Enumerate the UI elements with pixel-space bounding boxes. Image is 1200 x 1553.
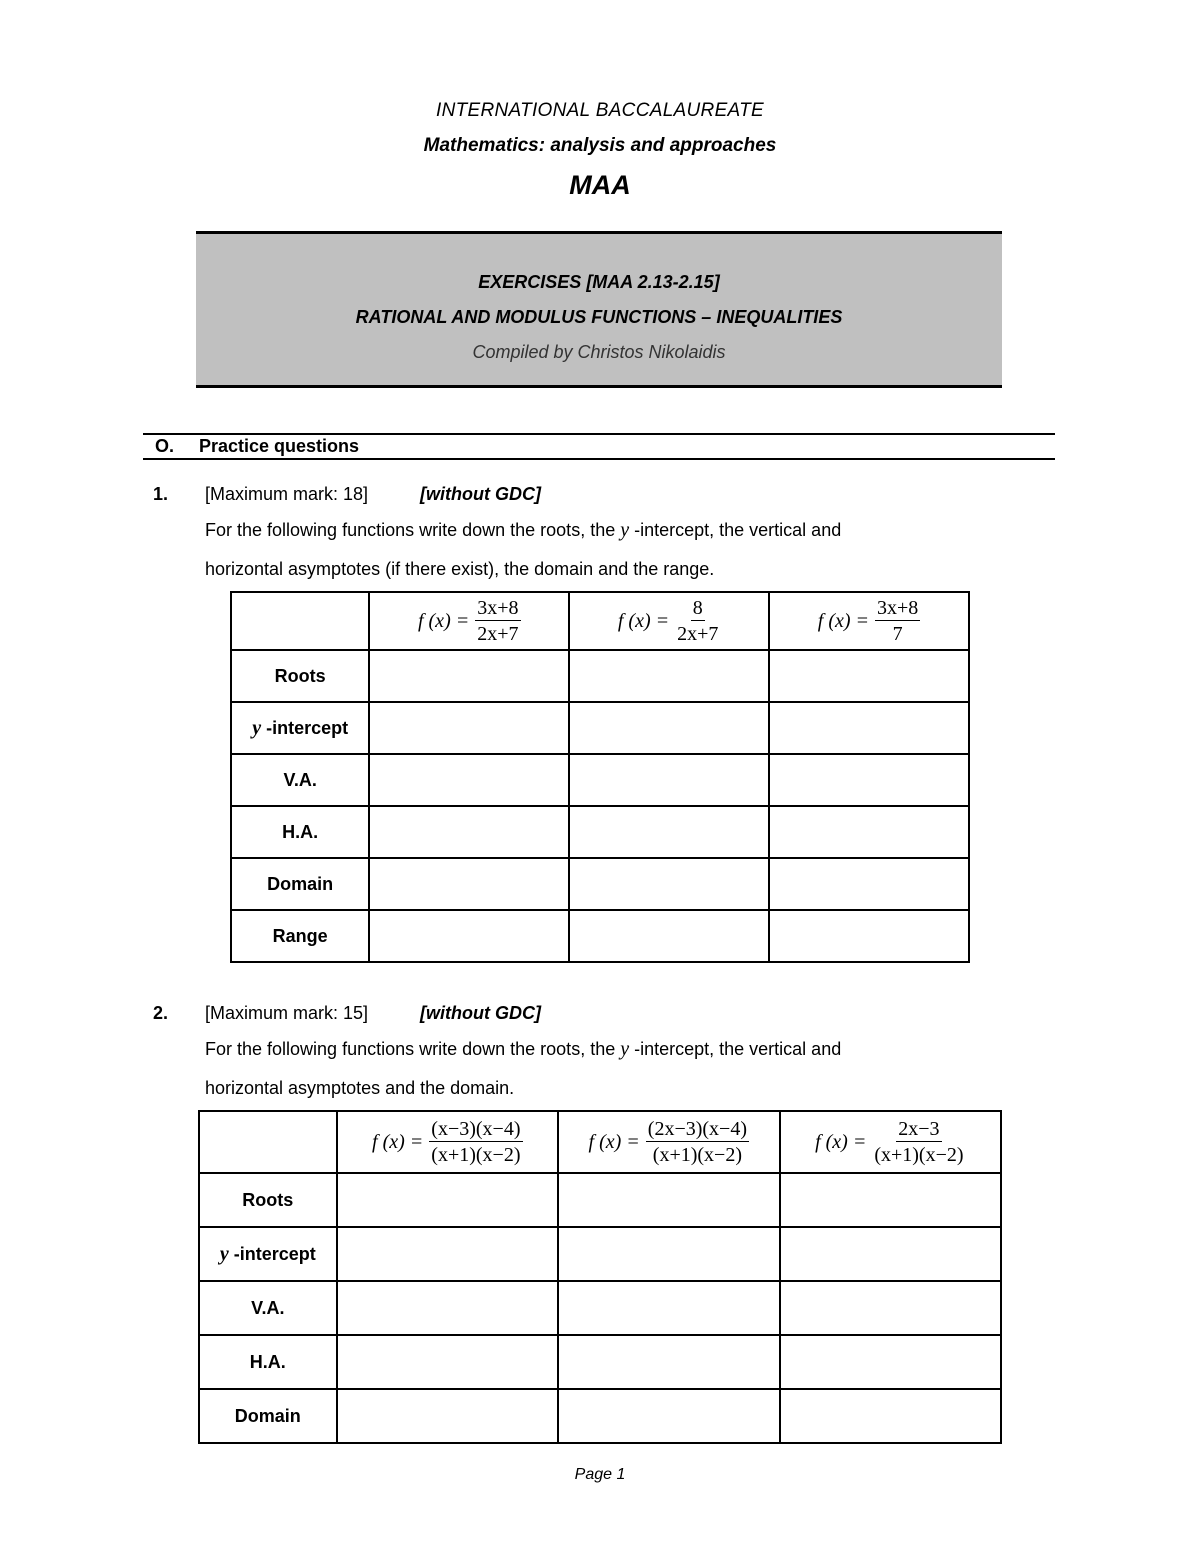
table-row (199, 1173, 1001, 1227)
fraction-denominator: 2x+7 (477, 622, 519, 645)
fraction (675, 596, 720, 647)
table-row (231, 806, 969, 858)
table-row (199, 1389, 1001, 1443)
function-cell (769, 592, 969, 650)
function-lhs: f (x) = (815, 1130, 867, 1153)
answer-cell[interactable] (780, 1335, 1001, 1389)
function-cell (569, 592, 769, 650)
header-course: Mathematics: analysis and approaches (423, 135, 777, 156)
question-1-prompt (205, 519, 841, 542)
table-row (199, 1335, 1001, 1389)
answer-cell[interactable] (337, 1227, 558, 1281)
fraction-numerator: 8 (692, 596, 703, 619)
question-2-number: 2. (153, 1003, 169, 1023)
row-label-y-intercept (199, 1227, 337, 1281)
function-formula (418, 596, 521, 647)
fraction-numerator: (x−3)(x−4) (431, 1117, 521, 1140)
fraction (429, 1117, 522, 1168)
function-lhs: f (x) = (372, 1130, 424, 1153)
answer-cell[interactable] (769, 858, 969, 910)
answer-cell[interactable] (569, 858, 769, 910)
answer-cell[interactable] (769, 754, 969, 806)
answer-cell[interactable] (369, 858, 569, 910)
fraction-numerator: (2x−3)(x−4) (647, 1117, 747, 1140)
fraction-numerator: 2x−3 (898, 1117, 940, 1140)
fraction-numerator: 3x+8 (477, 596, 519, 619)
corner-cell (231, 592, 369, 650)
answer-cell[interactable] (569, 910, 769, 962)
question-2-prompt (205, 1038, 841, 1061)
question-1-number: 1. (153, 484, 169, 504)
section-number: O. (155, 436, 175, 456)
answer-cell[interactable] (337, 1281, 558, 1335)
row-label-va: V.A. (199, 1281, 337, 1335)
function-cell (337, 1111, 558, 1173)
banner-exercises: EXERCISES [MAA 2.13-2.15] (478, 272, 720, 292)
function-cell (369, 592, 569, 650)
question-1-marks: [Maximum mark: 18] (205, 484, 369, 504)
row-label-y-intercept (231, 702, 369, 754)
function-lhs: f (x) = (817, 609, 870, 632)
question-1-gdc: [without GDC] (420, 484, 541, 504)
answer-cell[interactable] (569, 754, 769, 806)
answer-cell[interactable] (337, 1335, 558, 1389)
row-label-ha: H.A. (199, 1335, 337, 1389)
function-lhs: f (x) = (588, 1130, 640, 1153)
y-variable: y (252, 716, 262, 739)
table-row (199, 1281, 1001, 1335)
function-cell (558, 1111, 780, 1173)
question-2-table (198, 1110, 1002, 1444)
fraction (875, 596, 920, 647)
answer-cell[interactable] (569, 702, 769, 754)
row-label-roots: Roots (231, 650, 369, 702)
table-row (231, 650, 969, 702)
answer-cell[interactable] (780, 1173, 1001, 1227)
fraction-denominator: (x+1)(x−2) (874, 1143, 964, 1166)
page-number: Page 1 (574, 1466, 626, 1483)
function-lhs: f (x) = (617, 609, 670, 632)
function-formula (589, 1117, 749, 1168)
answer-cell[interactable] (369, 650, 569, 702)
question-1-text-c: horizontal asymptotes (if there exist), the domain and the range. (205, 559, 715, 579)
fraction-denominator: 2x+7 (677, 622, 719, 645)
question-1-text-b: -intercept, the vertical and (629, 520, 842, 540)
question-2-text-a: For the following functions write down the roots, the (205, 1039, 621, 1059)
question-1-var: y (620, 519, 630, 541)
fraction (646, 1117, 749, 1168)
question-1-text-a: For the following functions write down the roots, the (205, 520, 621, 540)
question-2-gdc: [without GDC] (420, 1003, 541, 1023)
header-code: MAA (569, 170, 631, 200)
question-2-text-c: horizontal asymptotes and the domain. (205, 1078, 515, 1098)
table-row (231, 702, 969, 754)
table-header-row (231, 592, 969, 650)
answer-cell[interactable] (780, 1389, 1001, 1443)
table-row (231, 858, 969, 910)
fraction-denominator: (x+1)(x−2) (652, 1143, 742, 1166)
function-formula (815, 1117, 965, 1168)
row-label-roots: Roots (199, 1173, 337, 1227)
answer-cell[interactable] (337, 1389, 558, 1443)
answer-cell[interactable] (558, 1389, 780, 1443)
row-label-ha: H.A. (231, 806, 369, 858)
banner-topic: RATIONAL AND MODULUS FUNCTIONS – INEQUALITIES (355, 307, 843, 327)
answer-cell[interactable] (369, 702, 569, 754)
answer-cell[interactable] (369, 910, 569, 962)
function-cell (780, 1111, 1001, 1173)
answer-cell[interactable] (769, 910, 969, 962)
answer-cell[interactable] (558, 1281, 780, 1335)
answer-cell[interactable] (558, 1227, 780, 1281)
title-banner (196, 231, 1002, 388)
header-institution: INTERNATIONAL BACCALAUREATE (435, 100, 764, 121)
row-label-domain: Domain (231, 858, 369, 910)
answer-cell[interactable] (369, 754, 569, 806)
question-2-var: y (620, 1038, 630, 1060)
function-formula (618, 596, 721, 647)
answer-cell[interactable] (569, 650, 769, 702)
row-label-text: -intercept (228, 1243, 316, 1264)
question-2-text-b: -intercept, the vertical and (629, 1039, 842, 1059)
fraction (872, 1117, 965, 1168)
function-lhs: f (x) = (417, 609, 470, 632)
banner-author: Compiled by Christos Nikolaidis (472, 342, 726, 362)
row-label-range: Range (231, 910, 369, 962)
question-2-marks: [Maximum mark: 15] (205, 1003, 369, 1023)
answer-cell[interactable] (369, 806, 569, 858)
answer-cell[interactable] (780, 1227, 1001, 1281)
y-variable: y (219, 1242, 229, 1265)
function-formula (818, 596, 921, 647)
function-formula (372, 1117, 522, 1168)
fraction-denominator: 7 (892, 622, 903, 645)
row-label-va: V.A. (231, 754, 369, 806)
answer-cell[interactable] (569, 806, 769, 858)
fraction-numerator: 3x+8 (877, 596, 919, 619)
answer-cell[interactable] (558, 1173, 780, 1227)
question-1-table (230, 591, 970, 963)
table-row (231, 910, 969, 962)
table-header-row (199, 1111, 1001, 1173)
row-label-text: -intercept (261, 717, 349, 738)
answer-cell[interactable] (769, 650, 969, 702)
section-title: Practice questions (199, 436, 360, 456)
answer-cell[interactable] (769, 806, 969, 858)
table-row (231, 754, 969, 806)
fraction (475, 596, 520, 647)
fraction-denominator: (x+1)(x−2) (431, 1143, 521, 1166)
answer-cell[interactable] (558, 1335, 780, 1389)
section-header (143, 433, 1055, 460)
table-row (199, 1227, 1001, 1281)
answer-cell[interactable] (337, 1173, 558, 1227)
answer-cell[interactable] (769, 702, 969, 754)
row-label-domain: Domain (199, 1389, 337, 1443)
corner-cell (199, 1111, 337, 1173)
answer-cell[interactable] (780, 1281, 1001, 1335)
